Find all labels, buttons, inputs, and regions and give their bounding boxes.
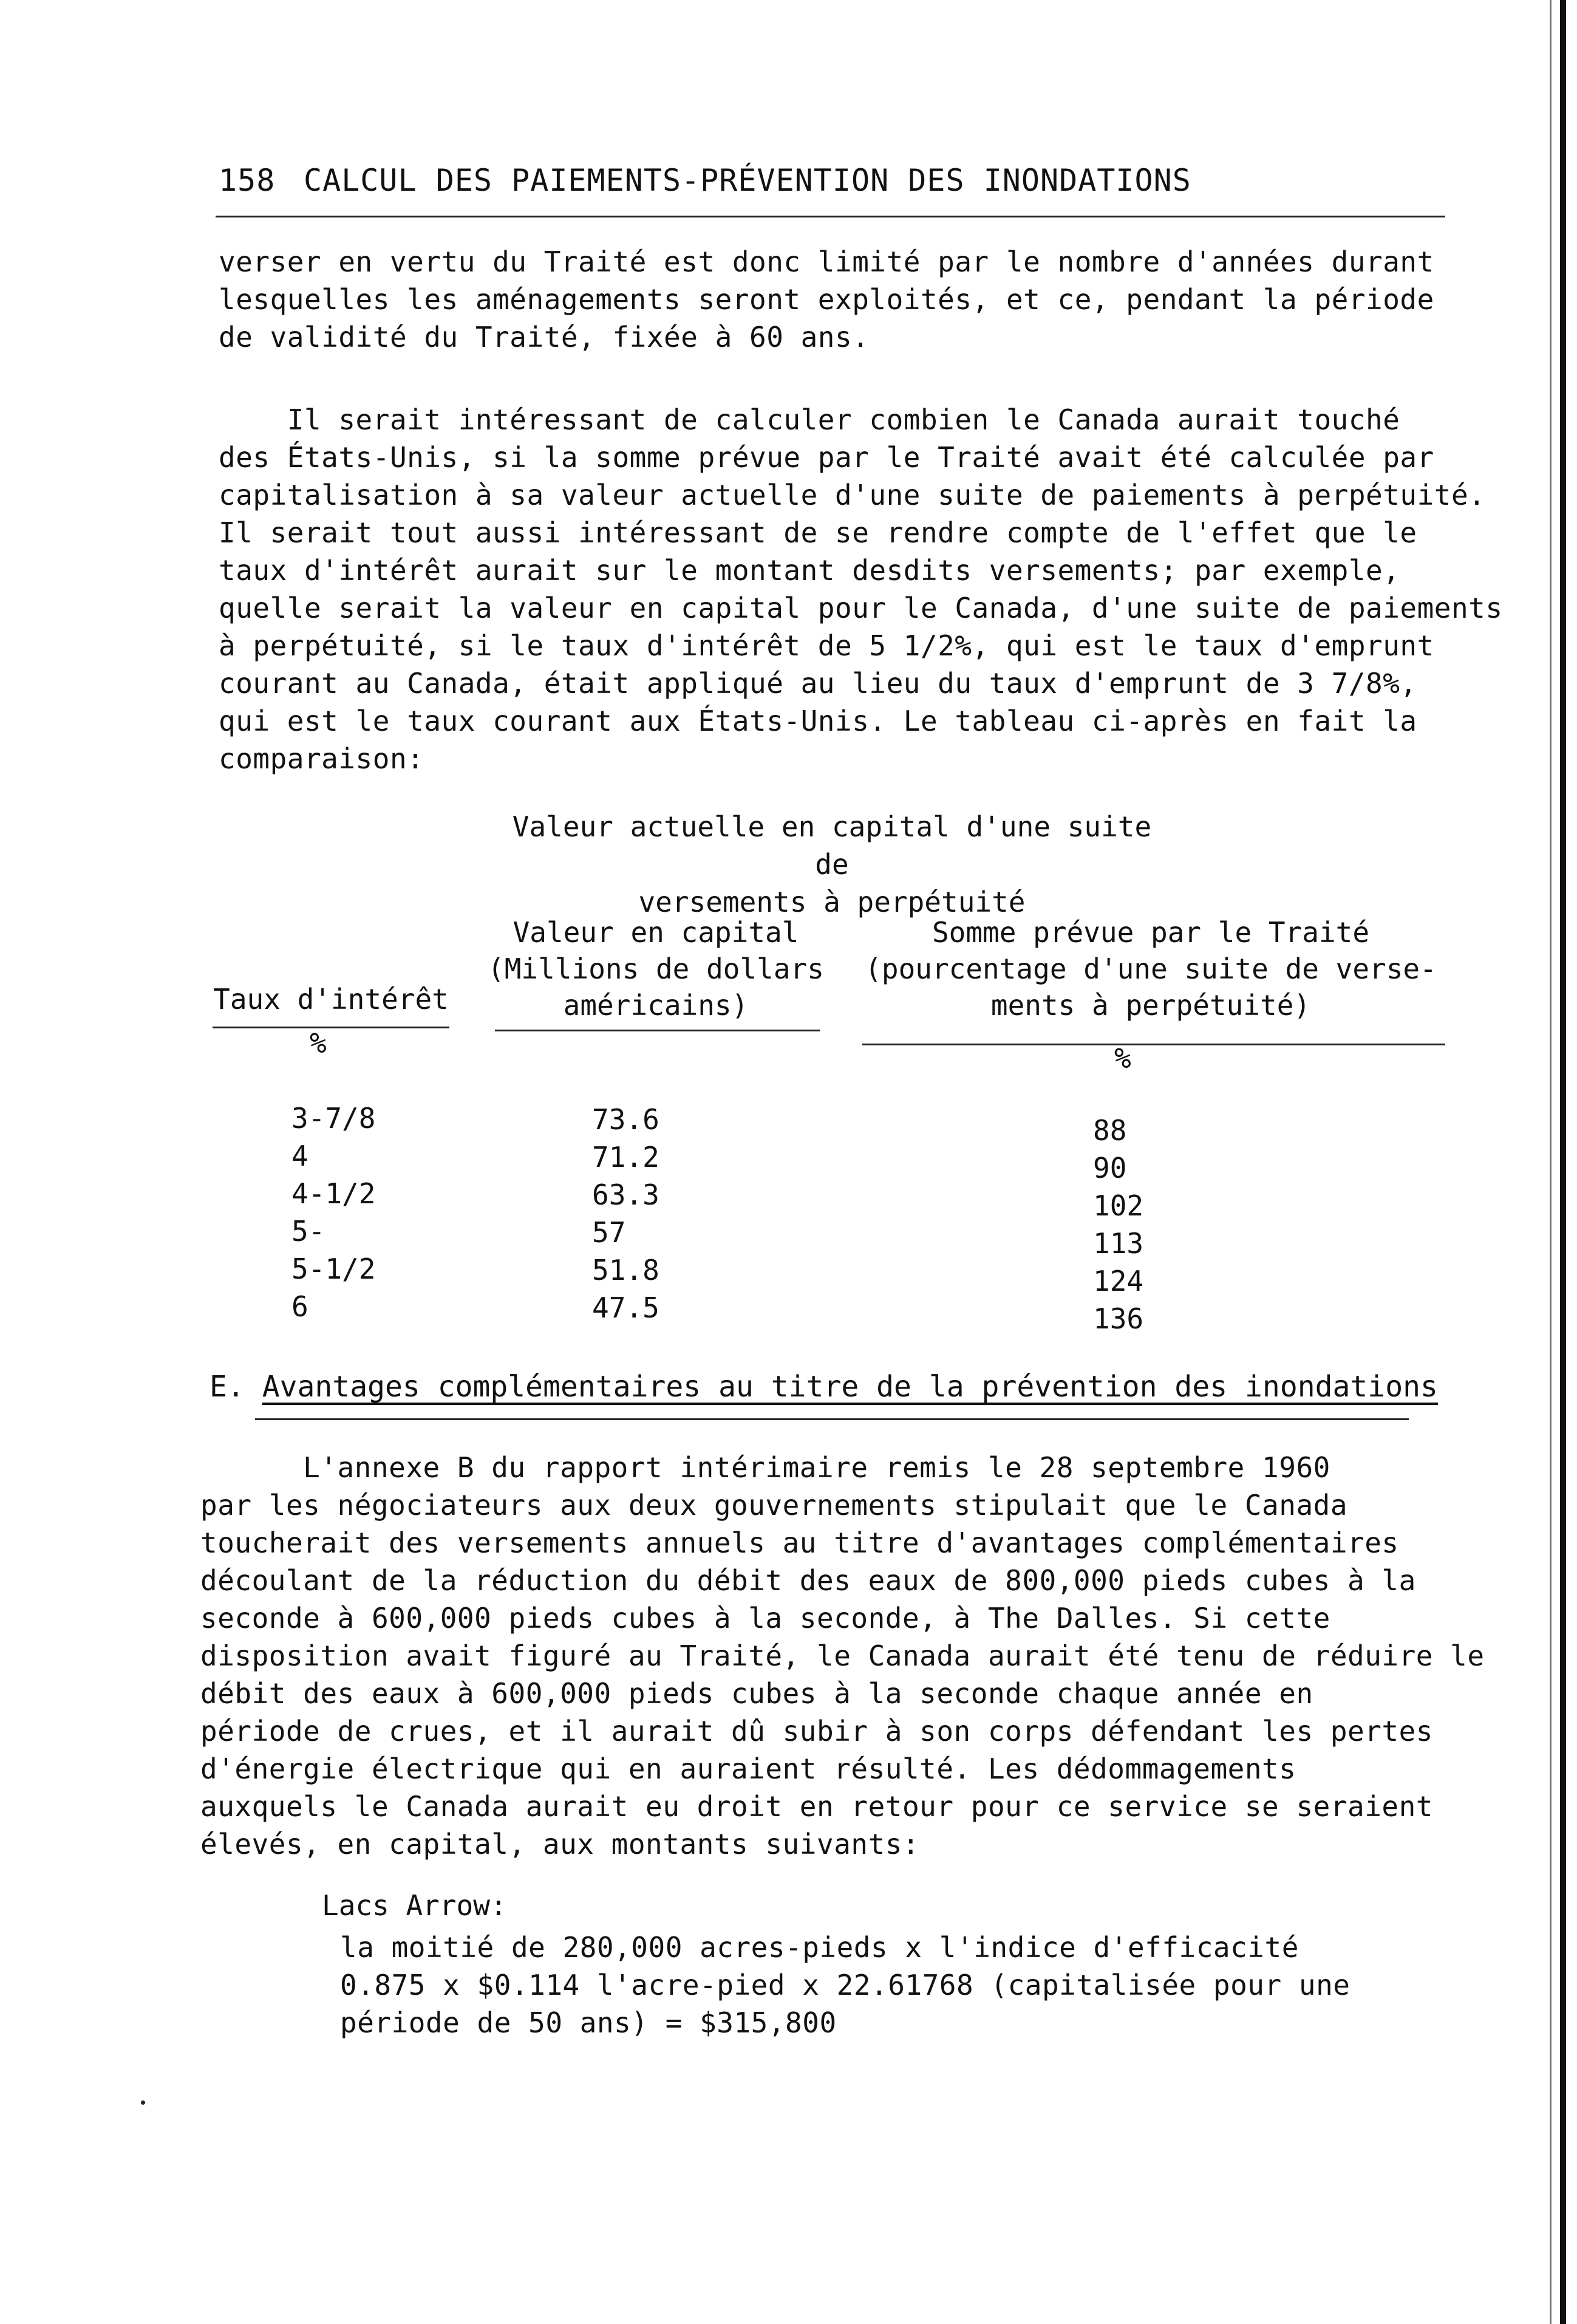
text-line: période de 50 ans) = $315,800 bbox=[340, 2006, 837, 2039]
column-header-line: américains) bbox=[563, 989, 749, 1022]
table-cell: 102 bbox=[1093, 1189, 1144, 1222]
column-header-capital-value bbox=[486, 914, 826, 1024]
text-line: Il serait intéressant de calculer combien le Canada aurait touché bbox=[219, 403, 1400, 436]
text-line: Il serait tout aussi intéressant de se rendre compte de l'effet que le bbox=[219, 516, 1417, 549]
running-header bbox=[219, 163, 1445, 198]
column-header-line: Taux d'intérêt bbox=[213, 983, 449, 1016]
binding-edge bbox=[1560, 0, 1566, 2324]
scan-speck bbox=[141, 2100, 145, 2105]
section-rule bbox=[255, 1418, 1409, 1420]
text-line: taux d'intérêt aurait sur le montant desdits versements; par exemple, bbox=[219, 554, 1400, 587]
text-line: quelle serait la valeur en capital pour le Canada, d'une suite de paiements bbox=[219, 592, 1503, 624]
text-line: toucherait des versements annuels au titre d'avantages complémentaires bbox=[200, 1526, 1399, 1559]
table-column-rates bbox=[291, 1099, 449, 1325]
table-cell: 4-1/2 bbox=[291, 1177, 376, 1210]
table-cell: 51.8 bbox=[592, 1254, 659, 1287]
running-title: CALCUL DES PAIEMENTS-PRÉVENTION DES INONDATIONS bbox=[304, 163, 1191, 198]
text-line: élevés, en capital, aux montants suivants: bbox=[200, 1828, 920, 1861]
column-header-rule bbox=[213, 1027, 449, 1028]
text-line: qui est le taux courant aux États-Unis. Le tableau ci-après en fait la bbox=[219, 705, 1417, 737]
table-column-capital-values bbox=[592, 1101, 714, 1327]
paragraph-annex-b bbox=[200, 1449, 1485, 1863]
table-cell: 63.3 bbox=[592, 1178, 659, 1211]
binding-edge-shadow bbox=[1550, 0, 1551, 2324]
text-line: de validité du Traité, fixée à 60 ans. bbox=[219, 321, 870, 354]
table-cell: 90 bbox=[1093, 1152, 1127, 1184]
section-letter: E. bbox=[209, 1370, 245, 1404]
table-column-percentages bbox=[1093, 1112, 1190, 1338]
column-unit-percent: % bbox=[310, 1027, 327, 1059]
table-cell: 113 bbox=[1093, 1227, 1144, 1260]
text-line: à perpétuité, si le taux d'intérêt de 5 1/2%, qui est le taux d'emprunt bbox=[219, 629, 1434, 662]
text-line: L'annexe B du rapport intérimaire remis le 28 septembre 1960 bbox=[200, 1451, 1330, 1484]
table-cell: 124 bbox=[1093, 1265, 1144, 1297]
text-line: auxquels le Canada aurait eu droit en retour pour ce service se seraient bbox=[200, 1790, 1433, 1823]
table-cell: 3-7/8 bbox=[291, 1102, 376, 1135]
table-cell: 6 bbox=[291, 1290, 308, 1323]
text-line: d'énergie électrique qui en auraient résulté. Les dédommagements bbox=[200, 1752, 1296, 1785]
text-line: capitalisation à sa valeur actuelle d'une suite de paiements à perpétuité. bbox=[219, 479, 1486, 511]
table-cell: 88 bbox=[1093, 1114, 1127, 1147]
table-title-line: versements à perpétuité bbox=[638, 886, 1026, 918]
text-line: période de crues, et il aurait dû subir à son corps défendant les pertes bbox=[200, 1715, 1433, 1748]
text-line: découlant de la réduction du débit des eaux de 800,000 pieds cubes à la bbox=[200, 1564, 1416, 1597]
header-rule bbox=[216, 216, 1445, 217]
text-line: verser en vertu du Traité est donc limité par le nombre d'années durant bbox=[219, 245, 1434, 278]
text-line: lesquelles les aménagements seront exploités, et ce, pendant la période bbox=[219, 283, 1434, 316]
text-line: comparaison: bbox=[219, 742, 424, 775]
table-title-line: Valeur actuelle en capital d'une suite de bbox=[512, 810, 1152, 881]
table-cell: 57 bbox=[592, 1216, 626, 1249]
column-header-line: Valeur en capital bbox=[513, 916, 799, 949]
column-header-treaty-sum bbox=[850, 914, 1451, 1024]
table-cell: 4 bbox=[291, 1140, 308, 1172]
column-header-line: (pourcentage d'une suite de verse- bbox=[865, 952, 1437, 985]
text-line: seconde à 600,000 pieds cubes à la seconde, à The Dalles. Si cette bbox=[200, 1602, 1330, 1635]
text-line: courant au Canada, était appliqué au lieu du taux d'emprunt de 3 7/8%, bbox=[219, 667, 1417, 700]
table-cell: 73.6 bbox=[592, 1103, 659, 1136]
text-line: 0.875 x $0.114 l'acre-pied x 22.61768 (capitalisée pour une bbox=[340, 1969, 1350, 2001]
text-line: la moitié de 280,000 acres-pieds x l'indice d'efficacité bbox=[340, 1931, 1299, 1964]
paragraph-continuation bbox=[219, 243, 1433, 356]
table-cell: 5- bbox=[291, 1215, 325, 1248]
column-unit-percent: % bbox=[1114, 1042, 1131, 1075]
table-cell: 136 bbox=[1093, 1302, 1144, 1335]
paragraph-comparison-intro bbox=[219, 401, 1503, 778]
column-header-rule bbox=[862, 1044, 1445, 1045]
table-cell: 71.2 bbox=[592, 1141, 659, 1174]
section-title: Avantages complémentaires au titre de la prévention des inondations bbox=[262, 1370, 1438, 1404]
column-header-interest-rate bbox=[213, 981, 449, 1017]
text-line: des États-Unis, si la somme prévue par le Traité avait été calculée par bbox=[219, 441, 1434, 474]
column-header-rule bbox=[495, 1030, 820, 1031]
sub-label-lacs-arrow: Lacs Arrow: bbox=[322, 1889, 507, 1922]
text-line: disposition avait figuré au Traité, le Canada aurait été tenu de réduire le bbox=[200, 1639, 1485, 1672]
text-line: par les négociateurs aux deux gouvernements stipulait que le Canada bbox=[200, 1489, 1348, 1522]
column-header-line: (Millions de dollars bbox=[488, 952, 824, 985]
text-line: débit des eaux à 600,000 pieds cubes à la seconde chaque année en bbox=[200, 1677, 1313, 1710]
table-cell: 47.5 bbox=[592, 1291, 659, 1324]
table-cell: 5-1/2 bbox=[291, 1253, 376, 1285]
page-number: 158 bbox=[219, 163, 276, 198]
paragraph-lacs-arrow-calc bbox=[340, 1929, 1350, 2042]
table-title bbox=[498, 808, 1166, 921]
column-header-line: ments à perpétuité) bbox=[990, 989, 1311, 1022]
column-header-line: Somme prévue par le Traité bbox=[932, 916, 1370, 949]
section-heading bbox=[209, 1370, 1438, 1404]
